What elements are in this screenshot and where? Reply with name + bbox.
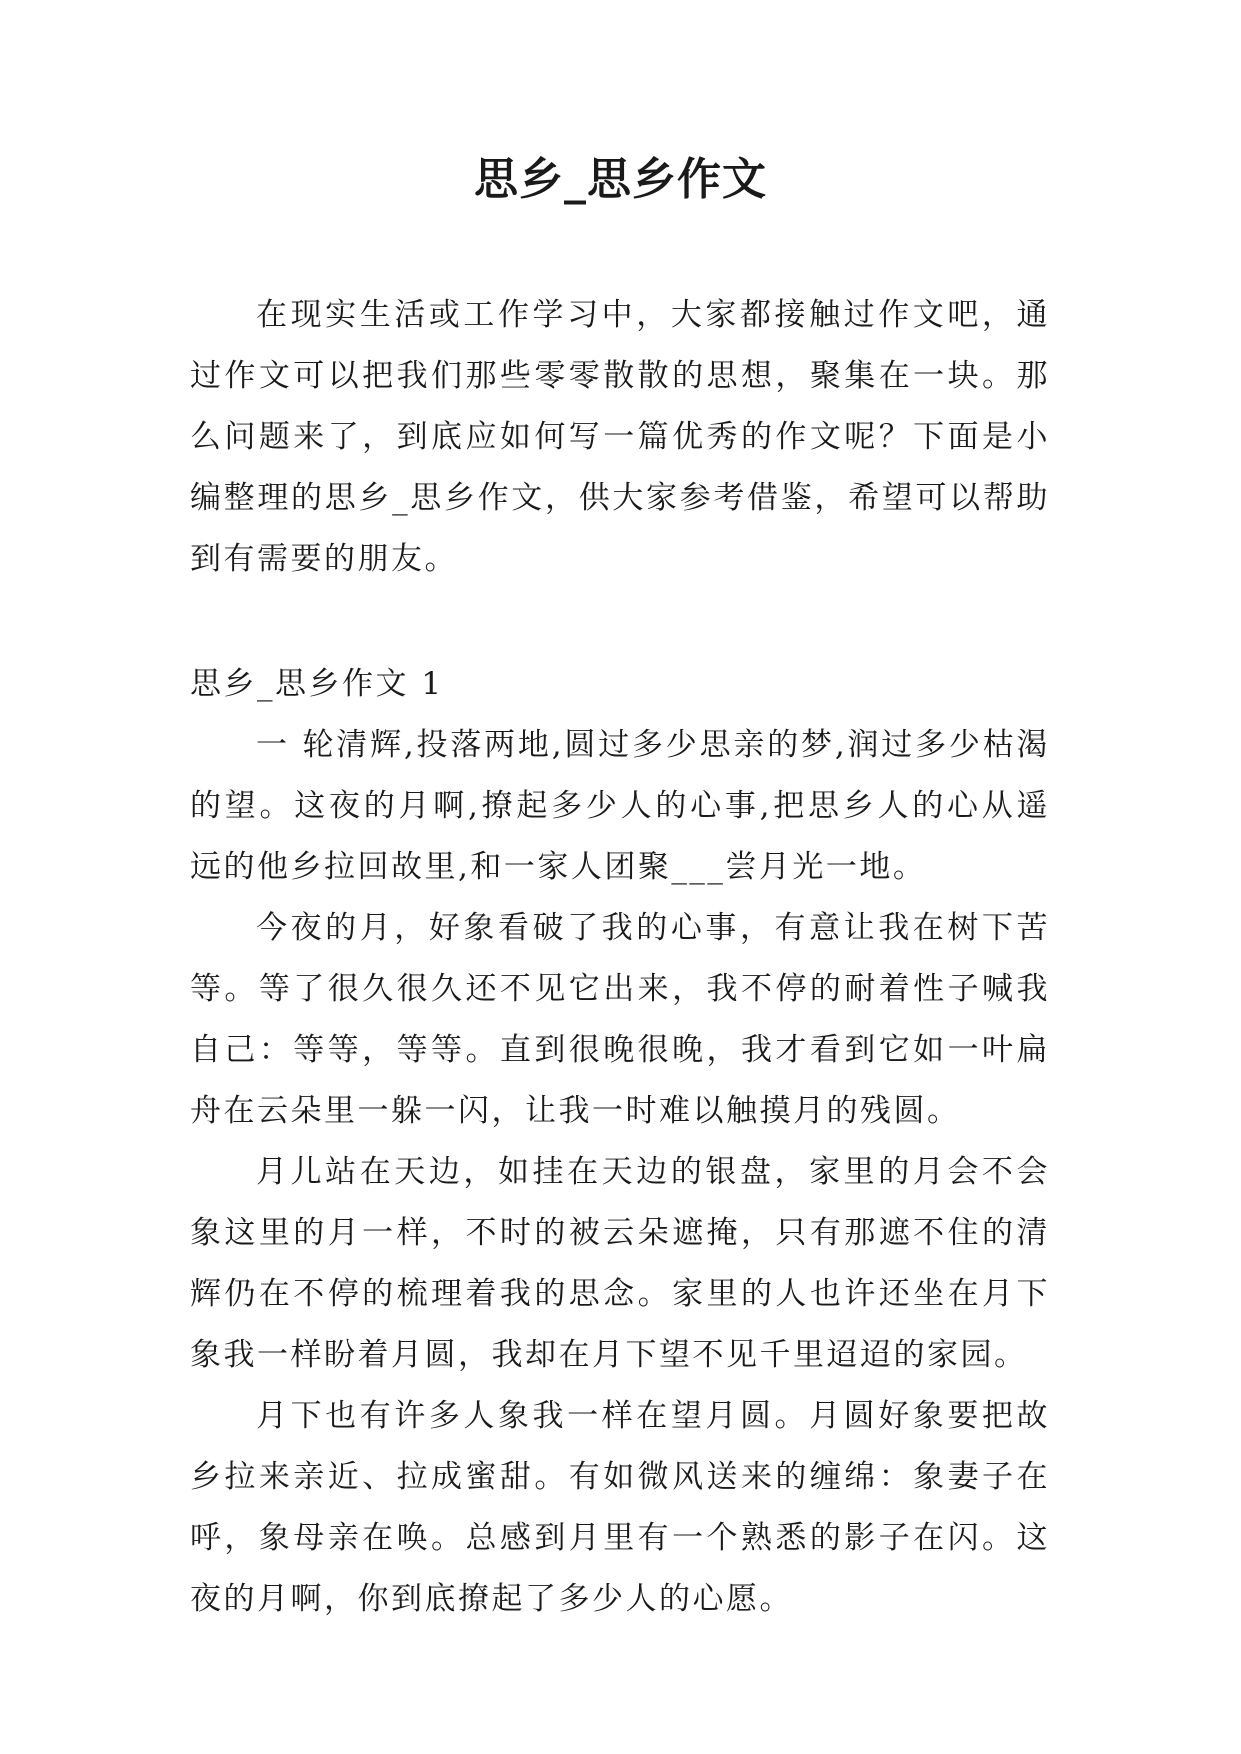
intro-paragraph: 在现实生活或工作学习中，大家都接触过作文吧，通过作文可以把我们那些零零散散的思想，聚集在一块。那么问题来了，到底应如何写一篇优秀的作文呢？下面是小编整理的思乡_思乡作文，供大家参考借鉴，希望可以帮助到有需要的朋友。: [190, 297, 1050, 577]
body-paragraph-4: 月下也有许多人象我一样在望月圆。月圆好象要把故乡拉来亲近、拉成蜜甜。有如微风送来的缠绵：象妻子在呼，象母亲在唤。总感到月里有一个熟悉的影子在闪。这夜的月啊，你到底撩起了多少人的心愿。: [190, 1398, 1050, 1617]
body-paragraph-1: 一 轮清辉,投落两地,圆过多少思亲的梦,润过多少枯渴的望。这夜的月啊,撩起多少人的心事,把思乡人的心从遥远的他乡拉回故里,和一家人团聚___尝月光一地。: [190, 727, 1050, 885]
document-body: [190, 285, 1050, 1630]
section-spacer: [190, 590, 1050, 654]
body-paragraph-2: 今夜的月，好象看破了我的心事，有意让我在树下苦等。等了很久很久还不见它出来，我不停的耐着性子喊我自己：等等，等等。直到很晚很晚，我才看到它如一叶扁舟在云朵里一躲一闪，让我一时难以触摸月的残圆。: [190, 910, 1050, 1129]
document-title: 思乡_思乡作文: [474, 154, 767, 205]
body-paragraph-3: 月儿站在天边，如挂在天边的银盘，家里的月会不会象这里的月一样，不时的被云朵遮掩，只有那遮不住的清辉仍在不停的梳理着我的思念。家里的人也许还坐在月下象我一样盼着月圆，我却在月下望不见千里迢迢的家园。: [190, 1154, 1050, 1373]
section-heading: 思乡_思乡作文 1: [190, 666, 444, 702]
